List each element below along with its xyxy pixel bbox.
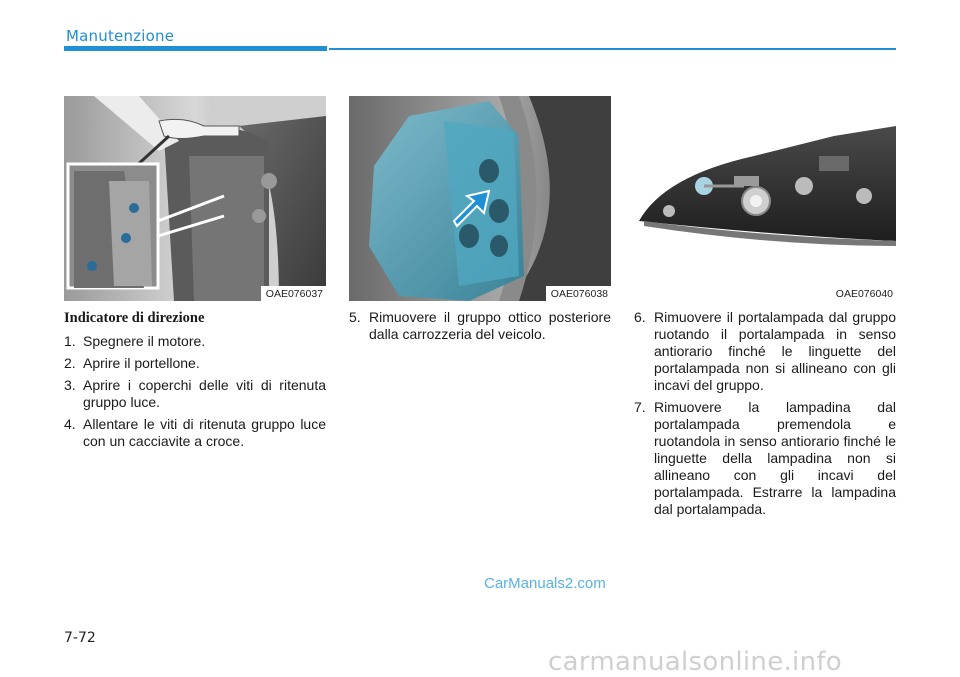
column-1 [64,310,326,455]
page-number: 7-72 [64,630,96,646]
header-rule-thick [64,46,327,51]
step-text: Rimuovere il portalampada dal gruppo ruotando il portalampada in senso antiorario finché le linguette del portalampada non si allineano con gli incavi del gruppo. [654,309,896,393]
step-number: 5. [349,309,361,325]
section-title: Manutenzione [66,27,175,45]
column-3 [634,309,896,523]
step-2 [64,355,326,372]
footer-watermark: carmanualsonline.info [548,647,843,677]
figure-screw-covers [64,96,326,301]
step-4 [64,416,326,450]
header-rule-thin [329,48,896,50]
figure-code: OAE076037 [261,286,326,301]
figure-bulb-holder [634,96,896,301]
step-text: Rimuovere la lampadina dal portalampada premendola e ruotandola in senso antiorario finché le linguette della lampadina non si allineano con gli incavi del portalampada. Estrarre la lampadina dal portalampada. [654,399,896,517]
step-7 [634,399,896,518]
step-text: Spegnere il motore. [83,333,206,349]
watermark-link[interactable]: CarManuals2.com [484,575,606,592]
step-text: Aprire il portellone. [83,355,200,371]
step-1 [64,333,326,350]
step-6 [634,309,896,394]
figure-code: OAE076038 [546,286,611,301]
step-number: 6. [634,309,646,325]
step-text: Rimuovere il gruppo ottico posteriore dalla carrozzeria del veicolo. [369,309,611,342]
step-number: 7. [634,399,646,415]
column-2 [349,309,611,348]
figure-lamp-removal [349,96,611,301]
step-text: Allentare le viti di ritenuta gruppo luce con un cacciavite a croce. [83,416,326,449]
figure-code: OAE076040 [831,286,896,301]
step-number: 3. [64,377,76,393]
step-3 [64,377,326,411]
step-text: Aprire i coperchi delle viti di ritenuta gruppo luce. [83,377,326,410]
step-5 [349,309,611,343]
step-number: 1. [64,333,76,349]
subheading: Indicatore di direzione [64,310,205,326]
step-number: 2. [64,355,76,371]
step-number: 4. [64,416,76,432]
